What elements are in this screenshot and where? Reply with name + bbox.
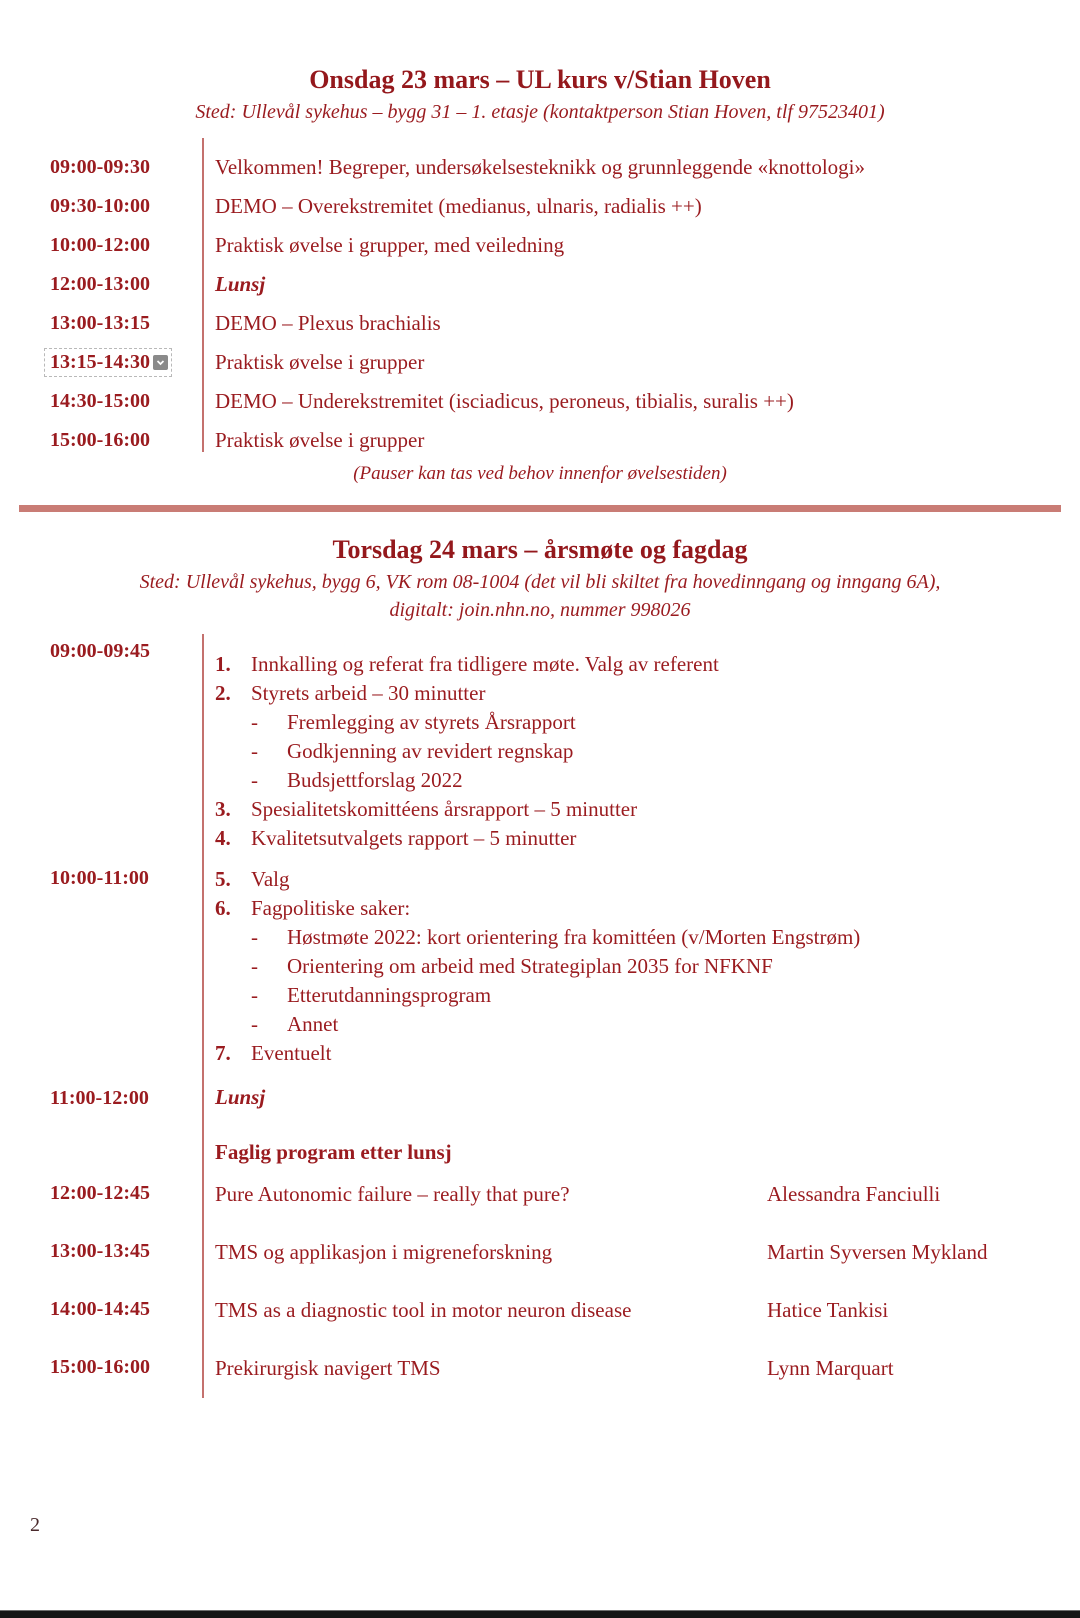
talk-speaker: Hatice Tankisi [767, 1298, 889, 1322]
agenda-block [0, 865, 1080, 1068]
talk-title: TMS as a diagnostic tool in motor neuron disease [215, 1298, 632, 1322]
window-bottom-bar [0, 1610, 1080, 1618]
item-dash: - [251, 739, 258, 763]
talk-row [0, 1356, 1080, 1414]
lunch-row [0, 1082, 1080, 1112]
program-heading-row [0, 1138, 1080, 1166]
item-text: Fagpolitiske saker: [251, 896, 411, 920]
talk-title: Pure Autonomic failure – really that pure? [215, 1182, 570, 1206]
agenda-subitem [215, 1010, 860, 1039]
talk-title: TMS og applikasjon i migreneforskning [215, 1240, 553, 1264]
talk-title: Prekirurgisk navigert TMS [215, 1356, 441, 1380]
schedule-row [0, 187, 1080, 226]
item-dash: - [251, 710, 258, 734]
agenda-subitem [215, 981, 860, 1010]
item-text: Høstmøte 2022: kort orientering fra komittéen (v/Morten Engstrøm) [287, 925, 861, 949]
event-label: DEMO – Underekstremitet (isciadicus, peroneus, tibialis, suralis ++) [215, 389, 794, 413]
event-label: Praktisk øvelse i grupper [215, 350, 425, 374]
day2-subtitle-line1: Sted: Ullevål sykehus, bygg 6, VK rom 08-1004 (det vil bli skiltet fra hovedinngang og inngang 6A), [139, 571, 941, 593]
talks-list [0, 1182, 1080, 1414]
agenda-list [202, 865, 860, 1068]
event-label: DEMO – Overekstremitet (medianus, ulnaris, radialis ++) [215, 194, 702, 218]
section-divider [19, 505, 1061, 512]
time-cell: 13:00-13:45 [50, 1240, 150, 1262]
event-label: Praktisk øvelse i grupper [215, 428, 425, 452]
agenda-subitem [215, 952, 860, 981]
item-number: 6. [215, 896, 231, 920]
item-text: Budsjettforslag 2022 [287, 768, 463, 792]
document-page [0, 64, 1080, 1618]
time-cell: 15:00-16:00 [50, 1356, 150, 1378]
day1-breaks-note: (Pauser kan tas ved behov innenfor øvelsestiden) [353, 463, 727, 484]
talk-row [0, 1240, 1080, 1298]
schedule-row [0, 226, 1080, 265]
item-number: 3. [215, 797, 231, 821]
talk-speaker: Alessandra Fanciulli [767, 1182, 941, 1206]
time-cell: 10:00-11:00 [50, 867, 149, 889]
day2-vertical-rule [202, 634, 204, 1398]
agenda-block [0, 638, 1080, 853]
schedule-row [0, 265, 1080, 304]
time-cell: 14:30-15:00 [50, 390, 150, 412]
lunch-label: Lunsj [215, 272, 266, 296]
time-cell: 09:00-09:45 [50, 640, 150, 662]
event-label: Velkommen! Begreper, undersøkelsesteknikk og grunnleggende «knottologi» [215, 155, 866, 179]
agenda-list [202, 638, 719, 853]
item-text: Innkalling og referat fra tidligere møte. Valg av referent [251, 652, 719, 676]
item-dash: - [251, 983, 258, 1007]
agenda-item [215, 1039, 860, 1068]
talk-row [0, 1182, 1080, 1240]
item-text: Styrets arbeid – 30 minutter [251, 681, 486, 705]
day1-vertical-rule [202, 138, 204, 452]
time-label: 13:15-14:30 [50, 351, 150, 373]
time-cell: 10:00-12:00 [50, 234, 150, 256]
item-number: 5. [215, 867, 231, 891]
item-number: 7. [215, 1041, 231, 1065]
time-cell: 09:00-09:30 [50, 156, 150, 178]
item-number: 1. [215, 652, 231, 676]
agenda-item [215, 824, 719, 853]
time-content-control[interactable] [44, 348, 172, 377]
item-text: Valg [251, 867, 290, 891]
time-cell: 15:00-16:00 [50, 429, 150, 451]
item-text: Kvalitetsutvalgets rapport – 5 minutter [251, 826, 577, 850]
agenda-item [215, 894, 860, 923]
item-text: Orientering om arbeid med Strategiplan 2035 for NFKNF [287, 954, 773, 978]
time-cell: 11:00-12:00 [50, 1086, 149, 1109]
item-text: Annet [287, 1012, 339, 1036]
item-text: Eventuelt [251, 1041, 332, 1065]
talk-speaker: Martin Syversen Mykland [767, 1240, 988, 1264]
item-text: Spesialitetskomittéens årsrapport – 5 minutter [251, 797, 638, 821]
agenda-item [215, 865, 860, 894]
chevron-down-icon [156, 358, 165, 367]
item-dash: - [251, 768, 258, 792]
item-text: Fremlegging av styrets Årsrapport [287, 710, 576, 734]
agenda-subitem [215, 766, 719, 795]
day2-subtitle-line2: digitalt: join.nhn.no, nummer 998026 [389, 599, 691, 621]
time-cell: 09:30-10:00 [50, 195, 150, 217]
event-label: DEMO – Plexus brachialis [215, 311, 441, 335]
talk-speaker: Lynn Marquart [767, 1356, 894, 1380]
agenda-subitem [215, 923, 860, 952]
item-number: 4. [215, 826, 231, 850]
day1-subtitle: Sted: Ullevål sykehus – bygg 31 – 1. etasje (kontaktperson Stian Hoven, tlf 97523401) [195, 101, 885, 123]
time-cell [0, 348, 202, 377]
dropdown-button[interactable] [153, 355, 168, 370]
time-cell: 14:00-14:45 [50, 1298, 150, 1320]
schedule-row [0, 382, 1080, 421]
item-text: Etterutdanningsprogram [287, 983, 492, 1007]
day1-schedule [0, 148, 1080, 460]
day2-title: Torsdag 24 mars – årsmøte og fagdag [332, 535, 748, 564]
item-dash: - [251, 1012, 258, 1036]
item-number: 2. [215, 681, 231, 705]
time-cell: 12:00-12:45 [50, 1182, 150, 1204]
event-label: Praktisk øvelse i grupper, med veiledning [215, 233, 565, 257]
agenda-subitem [215, 708, 719, 737]
agenda-item [215, 650, 719, 679]
agenda-subitem [215, 737, 719, 766]
time-cell: 12:00-13:00 [50, 273, 150, 295]
schedule-row [0, 421, 1080, 460]
agenda-item [215, 795, 719, 824]
page-number: 2 [30, 1514, 40, 1536]
day1-title: Onsdag 23 mars – UL kurs v/Stian Hoven [309, 65, 771, 94]
item-dash: - [251, 925, 258, 949]
schedule-row [0, 148, 1080, 187]
schedule-row [0, 343, 1080, 382]
schedule-row [0, 304, 1080, 343]
agenda-item [215, 679, 719, 708]
day2-schedule [0, 638, 1080, 1414]
time-cell: 13:00-13:15 [50, 312, 150, 334]
time-cell-empty [0, 1151, 202, 1153]
talk-row [0, 1298, 1080, 1356]
lunch-label: Lunsj [215, 1084, 266, 1109]
program-heading: Faglig program etter lunsj [215, 1139, 452, 1164]
item-text: Godkjenning av revidert regnskap [287, 739, 574, 763]
item-dash: - [251, 954, 258, 978]
